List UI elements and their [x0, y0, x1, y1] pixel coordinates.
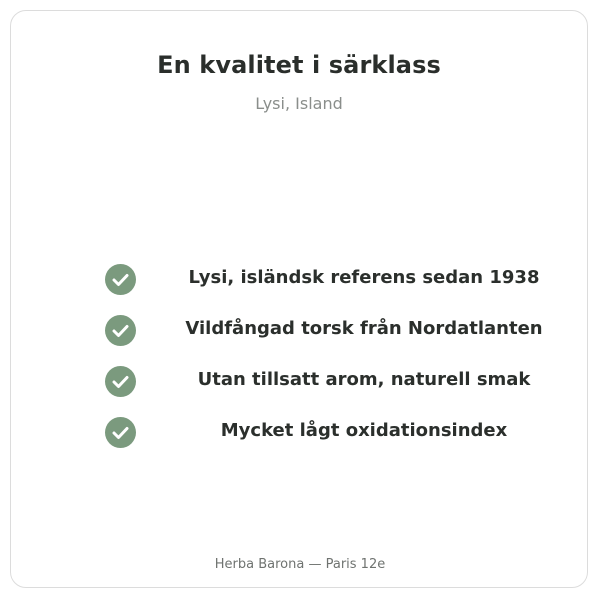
check-circle-icon: [105, 264, 136, 295]
feature-item: [11, 416, 587, 467]
check-circle-icon: [105, 315, 136, 346]
feature-text: Vildfångad torsk från Nordatlanten: [185, 318, 543, 339]
footer-text: Herba Barona — Paris 12e: [214, 557, 386, 572]
feature-text: Utan tillsatt arom, naturell smak: [197, 369, 531, 390]
feature-list: [11, 263, 587, 467]
check-circle-icon: [105, 417, 136, 448]
card-subtitle: Lysi, Island: [255, 94, 343, 113]
feature-item: [11, 314, 587, 365]
product-card: [10, 10, 588, 588]
check-circle-icon: [105, 366, 136, 397]
feature-text: Mycket lågt oxidationsindex: [220, 420, 508, 441]
feature-item: [11, 263, 587, 314]
feature-item: [11, 365, 587, 416]
feature-text: Lysi, isländsk referens sedan 1938: [188, 267, 540, 288]
card-title: En kvalitet i särklass: [157, 51, 441, 79]
